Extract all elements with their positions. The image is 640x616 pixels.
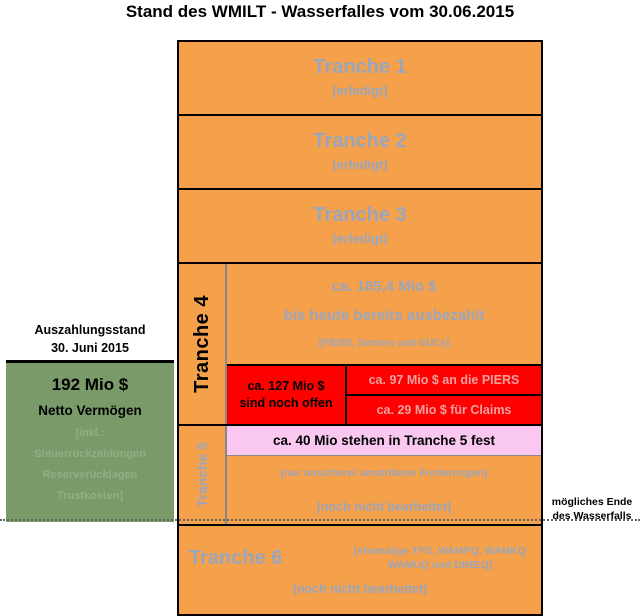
net-assets-amount: 192 Mio $ bbox=[51, 375, 129, 394]
tranche-5-note: [nur unsichere/ umstrittene Forderungen] bbox=[280, 467, 488, 479]
tranche-3-block bbox=[179, 190, 541, 264]
payout-caption-line1: Auszahlungsstand bbox=[34, 323, 146, 337]
net-assets-item-2: Reserverücklagen bbox=[42, 469, 138, 481]
tranche-2-label: Tranche 2 bbox=[313, 130, 407, 152]
waterfall-diagram bbox=[177, 40, 543, 616]
tranche-3-label: Tranche 3 bbox=[313, 204, 407, 226]
net-assets-label: Netto Vermögen bbox=[38, 403, 142, 418]
tranche-2-status: (erledigt) bbox=[332, 157, 388, 172]
waterfall-end-line2: des Wasserfalls bbox=[552, 509, 632, 522]
net-assets-box bbox=[6, 360, 174, 522]
tranche-4-body bbox=[227, 264, 541, 424]
tranche-2-block bbox=[179, 116, 541, 190]
tranche-4-open-section bbox=[227, 364, 541, 424]
tranche-4-side-label bbox=[179, 264, 227, 424]
tranche-4-split-piers: ca. 97 Mio $ an die PIERS bbox=[347, 366, 541, 396]
payout-status-caption bbox=[6, 322, 174, 357]
tranche-6-detail: [ehemalige TPS, WAMPQ, WAMKQ WAMUQ und DIMEQ] bbox=[353, 544, 527, 571]
net-assets-item-0: [inkl.: bbox=[75, 427, 105, 439]
tranche-4-open-amount: ca. 127 Mio $ bbox=[247, 379, 325, 394]
tranche-4-paid-section bbox=[227, 264, 541, 364]
waterfall-end-line1: mögliches Ende bbox=[551, 496, 633, 508]
tranche-4-split-claims: ca. 29 Mio $ für Claims bbox=[347, 396, 541, 424]
tranche-5-label-text: Tranche 5 bbox=[194, 442, 210, 508]
tranche-4-open-box bbox=[227, 366, 347, 424]
tranche-4-paid-text: bis heute bereits ausbezahlt bbox=[283, 307, 485, 324]
waterfall-end-line bbox=[0, 519, 640, 521]
tranche-5-side-label bbox=[179, 426, 227, 524]
tranche-1-label: Tranche 1 bbox=[313, 56, 407, 78]
tranche-6-status: (noch nicht bearbeitet) bbox=[292, 582, 428, 597]
tranche-5-fixed-amount: ca. 40 Mio stehen in Tranche 5 fest bbox=[227, 426, 541, 456]
tranche-5-status: (noch nicht bearbeitet) bbox=[316, 500, 452, 514]
waterfall-end-label bbox=[546, 496, 638, 523]
tranche-6-block bbox=[179, 526, 541, 614]
net-assets-item-3: Trustkosten] bbox=[56, 490, 123, 502]
page-title: Stand des WMILT - Wasserfalles vom 30.06.2015 bbox=[125, 2, 515, 21]
tranche-6-label: Tranche 6 bbox=[189, 546, 283, 569]
tranche-4-label-text: Tranche 4 bbox=[190, 295, 213, 393]
tranche-1-block bbox=[179, 42, 541, 116]
tranche-3-status: (erledigt) bbox=[332, 231, 388, 246]
tranche-4-open-text: sind noch offen bbox=[239, 396, 333, 410]
net-assets-item-1: Steuerrückzahlungen bbox=[34, 448, 146, 460]
tranche-1-status: (erledigt) bbox=[332, 83, 388, 98]
tranche-4-paid-amount: ca. 185,4 Mio $ bbox=[331, 278, 437, 295]
payout-caption-line2: 30. Juni 2015 bbox=[51, 340, 129, 355]
tranche-4-open-split bbox=[347, 366, 541, 424]
tranche-6-row bbox=[179, 544, 541, 572]
tranche-5-block bbox=[179, 426, 541, 526]
tranche-5-body bbox=[227, 426, 541, 524]
tranche-4-paid-detail: [PIERS, Seniors und GUCs] bbox=[318, 338, 450, 349]
tranche-4-block bbox=[179, 264, 541, 426]
